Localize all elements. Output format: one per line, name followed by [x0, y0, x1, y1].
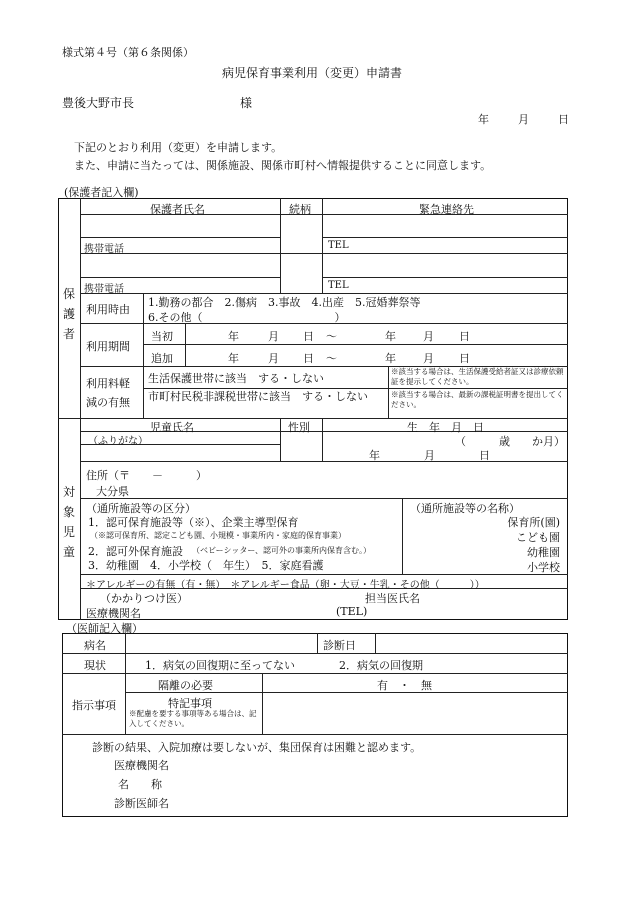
facility-kindergarten: 幼稚園: [527, 546, 560, 559]
guardian-section-label: (保護者記入欄): [64, 186, 139, 199]
doctor-section-label: （医師記入欄）: [66, 622, 143, 635]
facility-type-3: 3．幼稚園 4．小学校（ 年生） 5．家庭看護: [88, 559, 324, 572]
date-year: 年: [478, 113, 489, 126]
instructions-label: 指示事項: [72, 699, 116, 712]
form-number: 様式第４号（第６条関係）: [62, 46, 194, 59]
family-doctor-label: （かかりつけ医）: [100, 592, 188, 605]
allergy-row: ＊アレルギーの有無（有・無） ＊アレルギー食品（卵・大豆・牛乳・その他（ ））: [86, 580, 485, 591]
facility-type-1-note: （※認可保育所、認定こども園、小規模・事業所内・家庭的保育事業）: [90, 531, 346, 540]
age-field: （ 歳 か月）: [455, 435, 565, 448]
guardian-name-header: 保護者氏名: [150, 203, 205, 216]
doctor-in-charge-label: 担当医氏名: [365, 592, 420, 605]
facility-type-2-note: （ベビーシッター、認可外の事業所内保育含む。）: [192, 546, 372, 555]
medical-inst-label: 医療機関名: [86, 607, 141, 620]
sex-header: 性別: [288, 421, 310, 434]
furigana-label: （ふりがな）: [88, 436, 148, 447]
reason-label: 利用時由: [86, 303, 130, 316]
tax-exempt-row: 市町村民税非課税世帯に該当 する・しない: [148, 390, 368, 403]
facility-nursery: 保育所(園): [507, 516, 560, 529]
facility-name-header: （通所施設等の名称）: [410, 502, 520, 515]
date-month: 月: [518, 113, 529, 126]
page-title: 病児保育事業利用（変更）申請書: [222, 66, 403, 80]
birth-header: 生 年 月 日: [407, 421, 484, 434]
isolation-label: 隔離の必要: [158, 679, 213, 692]
status-options: 1．病気の回復期に至ってない 2．病気の回復期: [145, 659, 423, 672]
mobile-label-2: 携帯電話: [84, 284, 124, 295]
initial-label: 当初: [151, 330, 173, 343]
isolation-yes-no: 有 ・ 無: [377, 679, 432, 692]
intro-line-2: また、申請に当たっては、関係施設、関係市町村へ情報提供することに同意します。: [74, 159, 492, 172]
birthdate-field: 年 月 日: [369, 449, 490, 462]
addressee: 豊後大野市長: [62, 96, 135, 110]
tax-note: ※該当する場合は、最新の課税証明書を提出してください。: [391, 390, 564, 409]
address-field: 住所（〒 － ）: [86, 469, 207, 482]
welfare-note: ※該当する場合は、生活保護受給者証又は診療依頼証を提示してください。: [391, 367, 564, 386]
fee-label-1: 利用料軽: [86, 377, 130, 390]
date-day: 日: [558, 113, 569, 126]
tel-label-2: TEL: [328, 280, 349, 291]
mobile-label: 携帯電話: [84, 244, 124, 255]
facility-type-1: 1．認可保育施設等（※）、企業主導型保育: [88, 516, 299, 529]
notes-label: 特記事項: [168, 697, 212, 710]
period-label: 利用期間: [86, 340, 130, 353]
doctor-name-label: 診断医師名: [114, 797, 169, 810]
doctor-tel-label: (TEL): [336, 605, 368, 618]
contact-header: 緊急連絡先: [419, 203, 474, 216]
welfare-row: 生活保護世帯に該当 する・しない: [148, 372, 324, 385]
honorific: 様: [240, 96, 253, 110]
facility-school: 小学校: [527, 561, 560, 574]
facility-type-header: （通所施設等の区分）: [86, 502, 196, 515]
facility-kodomoen: こども園: [516, 531, 560, 544]
disease-label: 病名: [84, 639, 106, 652]
relation-header: 続柄: [289, 203, 311, 216]
prefecture: 大分県: [96, 485, 129, 498]
notes-sub: ※配慮を要する事項等ある場合は、記入してください。: [129, 709, 257, 728]
reason-line-1: 1.勤務の都合 2.傷病 3.事故 4.出産 5.冠婚葬祭等: [148, 296, 421, 309]
child-name-header: 児童氏名: [150, 421, 194, 434]
inst-name-label: 医療機関名: [114, 759, 169, 772]
intro-line-1: 下記のとおり利用（変更）を申請します。: [74, 141, 283, 154]
child-vertical-label: 対 象 児 童: [62, 485, 75, 559]
additional-label: 追加: [151, 352, 173, 365]
fee-label-2: 減の有無: [86, 396, 130, 409]
reason-line-2: 6.その他（ ）: [148, 311, 346, 324]
guardian-vertical-label: 保 護 者: [62, 287, 75, 341]
name-label: 名 称: [118, 778, 162, 791]
conclusion: 診断の結果、入院加療は要しないが、集団保育は困難と認めます。: [92, 741, 422, 754]
status-label: 現状: [84, 659, 106, 672]
diagnosis-date-label: 診断日: [323, 639, 356, 652]
tel-label: TEL: [328, 240, 349, 251]
facility-type-2: 2．認可外保育施設: [88, 545, 183, 558]
